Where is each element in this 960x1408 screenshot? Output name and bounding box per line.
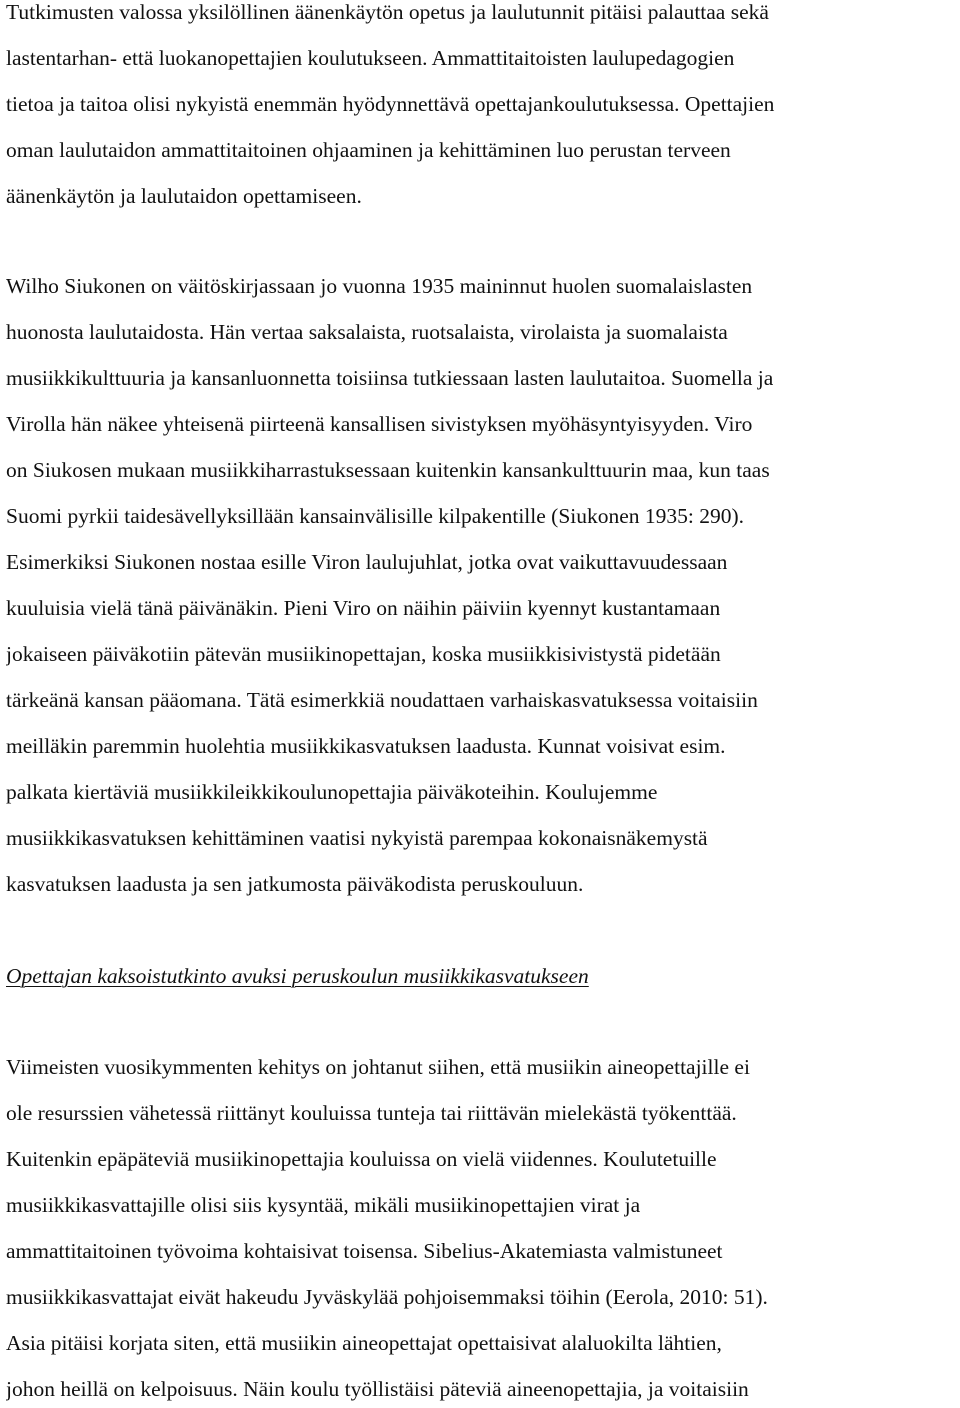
- paragraph-2-line-11: meilläkin paremmin huolehtia musiikkikasvatuksen laadusta. Kunnat voisivat esim.: [6, 734, 726, 758]
- paragraph-2-line-12: palkata kiertäviä musiikkileikkikoulunopettajia päiväkoteihin. Koulujemme: [6, 780, 658, 804]
- paragraph-1-line-1: Tutkimusten valossa yksilöllinen äänenkäytön opetus ja laulutunnit pitäisi palauttaa sekä: [6, 0, 769, 24]
- paragraph-3-line-1: Viimeisten vuosikymmenten kehitys on johtanut siihen, että musiikin aineopettajille ei: [6, 1055, 750, 1079]
- document-page: [6, 0, 954, 1408]
- paragraph-2-line-13: musiikkikasvatuksen kehittäminen vaatisi nykyistä parempaa kokonaisnäkemystä: [6, 826, 708, 850]
- paragraph-2-line-8: kuuluisia vielä tänä päivänäkin. Pieni Viro on näihin päiviin kyennyt kustantamaan: [6, 596, 721, 620]
- paragraph-2-line-14: kasvatuksen laadusta ja sen jatkumosta päiväkodista peruskouluun.: [6, 872, 584, 896]
- paragraph-3-line-5: ammattitaitoinen työvoima kohtaisivat toisensa. Sibelius-Akatemiasta valmistuneet: [6, 1239, 723, 1263]
- paragraph-1-line-2: lastentarhan- että luokanopettajien koulutukseen. Ammattitaitoisten laulupedagogien: [6, 46, 735, 70]
- paragraph-2-line-4: Virolla hän näkee yhteisenä piirteenä kansallisen sivistyksen myöhäsyntyisyyden. Viro: [6, 412, 753, 436]
- paragraph-2-line-6: Suomi pyrkii taidesävellyksillään kansainvälisille kilpakentille (Siukonen 1935: 290).: [6, 504, 745, 528]
- paragraph-3-line-7: Asia pitäisi korjata siten, että musiikin aineopettajat opettaisivat alaluokilta lähtien,: [6, 1331, 722, 1355]
- paragraph-2-line-3: musiikkikulttuuria ja kansanluonnetta toisiinsa tutkiessaan lasten laulutaitoa. Suomella ja: [6, 366, 774, 390]
- paragraph-3-line-6: musiikkikasvattajat eivät hakeudu Jyväskylää pohjoisemmaksi töihin (Eerola, 2010: 51).: [6, 1285, 768, 1309]
- paragraph-2-line-9: jokaiseen päiväkotiin pätevän musiikinopettajan, koska musiikkisivistystä pidetään: [6, 642, 721, 666]
- paragraph-2-line-5: on Siukosen mukaan musiikkiharrastuksessaan kuitenkin kansankulttuurin maa, kun taas: [6, 458, 770, 482]
- paragraph-1-line-4: oman laulutaidon ammattitaitoinen ohjaaminen ja kehittäminen luo perustan terveen: [6, 138, 731, 162]
- paragraph-3-line-2: ole resurssien vähetessä riittänyt kouluissa tunteja tai riittävän mielekästä työkenttää.: [6, 1101, 737, 1125]
- paragraph-1-line-3: tietoa ja taitoa olisi nykyistä enemmän hyödynnettävä opettajankoulutuksessa. Opettajien: [6, 92, 775, 116]
- paragraph-3-line-4: musiikkikasvattajille olisi siis kysyntää, mikäli musiikinopettajien virat ja: [6, 1193, 641, 1217]
- paragraph-2-line-1: Wilho Siukonen on väitöskirjassaan jo vuonna 1935 maininnut huolen suomalaislasten: [6, 274, 753, 298]
- paragraph-3-line-3: Kuitenkin epäpäteviä musiikinopettajia kouluissa on vielä viidennes. Koulutetuille: [6, 1147, 717, 1171]
- section-heading: Opettajan kaksoistutkinto avuksi peruskoulun musiikkikasvatukseen: [6, 964, 589, 988]
- paragraph-2-line-10: tärkeänä kansan pääomana. Tätä esimerkkiä noudattaen varhaiskasvatuksessa voitaisiin: [6, 688, 758, 712]
- paragraph-2-line-2: huonosta laulutaidosta. Hän vertaa saksalaista, ruotsalaista, virolaista ja suomalaista: [6, 320, 728, 344]
- paragraph-1-line-5: äänenkäytön ja laulutaidon opettamiseen.: [6, 184, 362, 208]
- paragraph-3-line-8: johon heillä on kelpoisuus. Näin koulu työllistäisi päteviä aineenopettajia, ja voitaisiin: [6, 1377, 749, 1401]
- paragraph-2-line-7: Esimerkiksi Siukonen nostaa esille Viron laulujuhlat, jotka ovat vaikuttavuudessaan: [6, 550, 728, 574]
